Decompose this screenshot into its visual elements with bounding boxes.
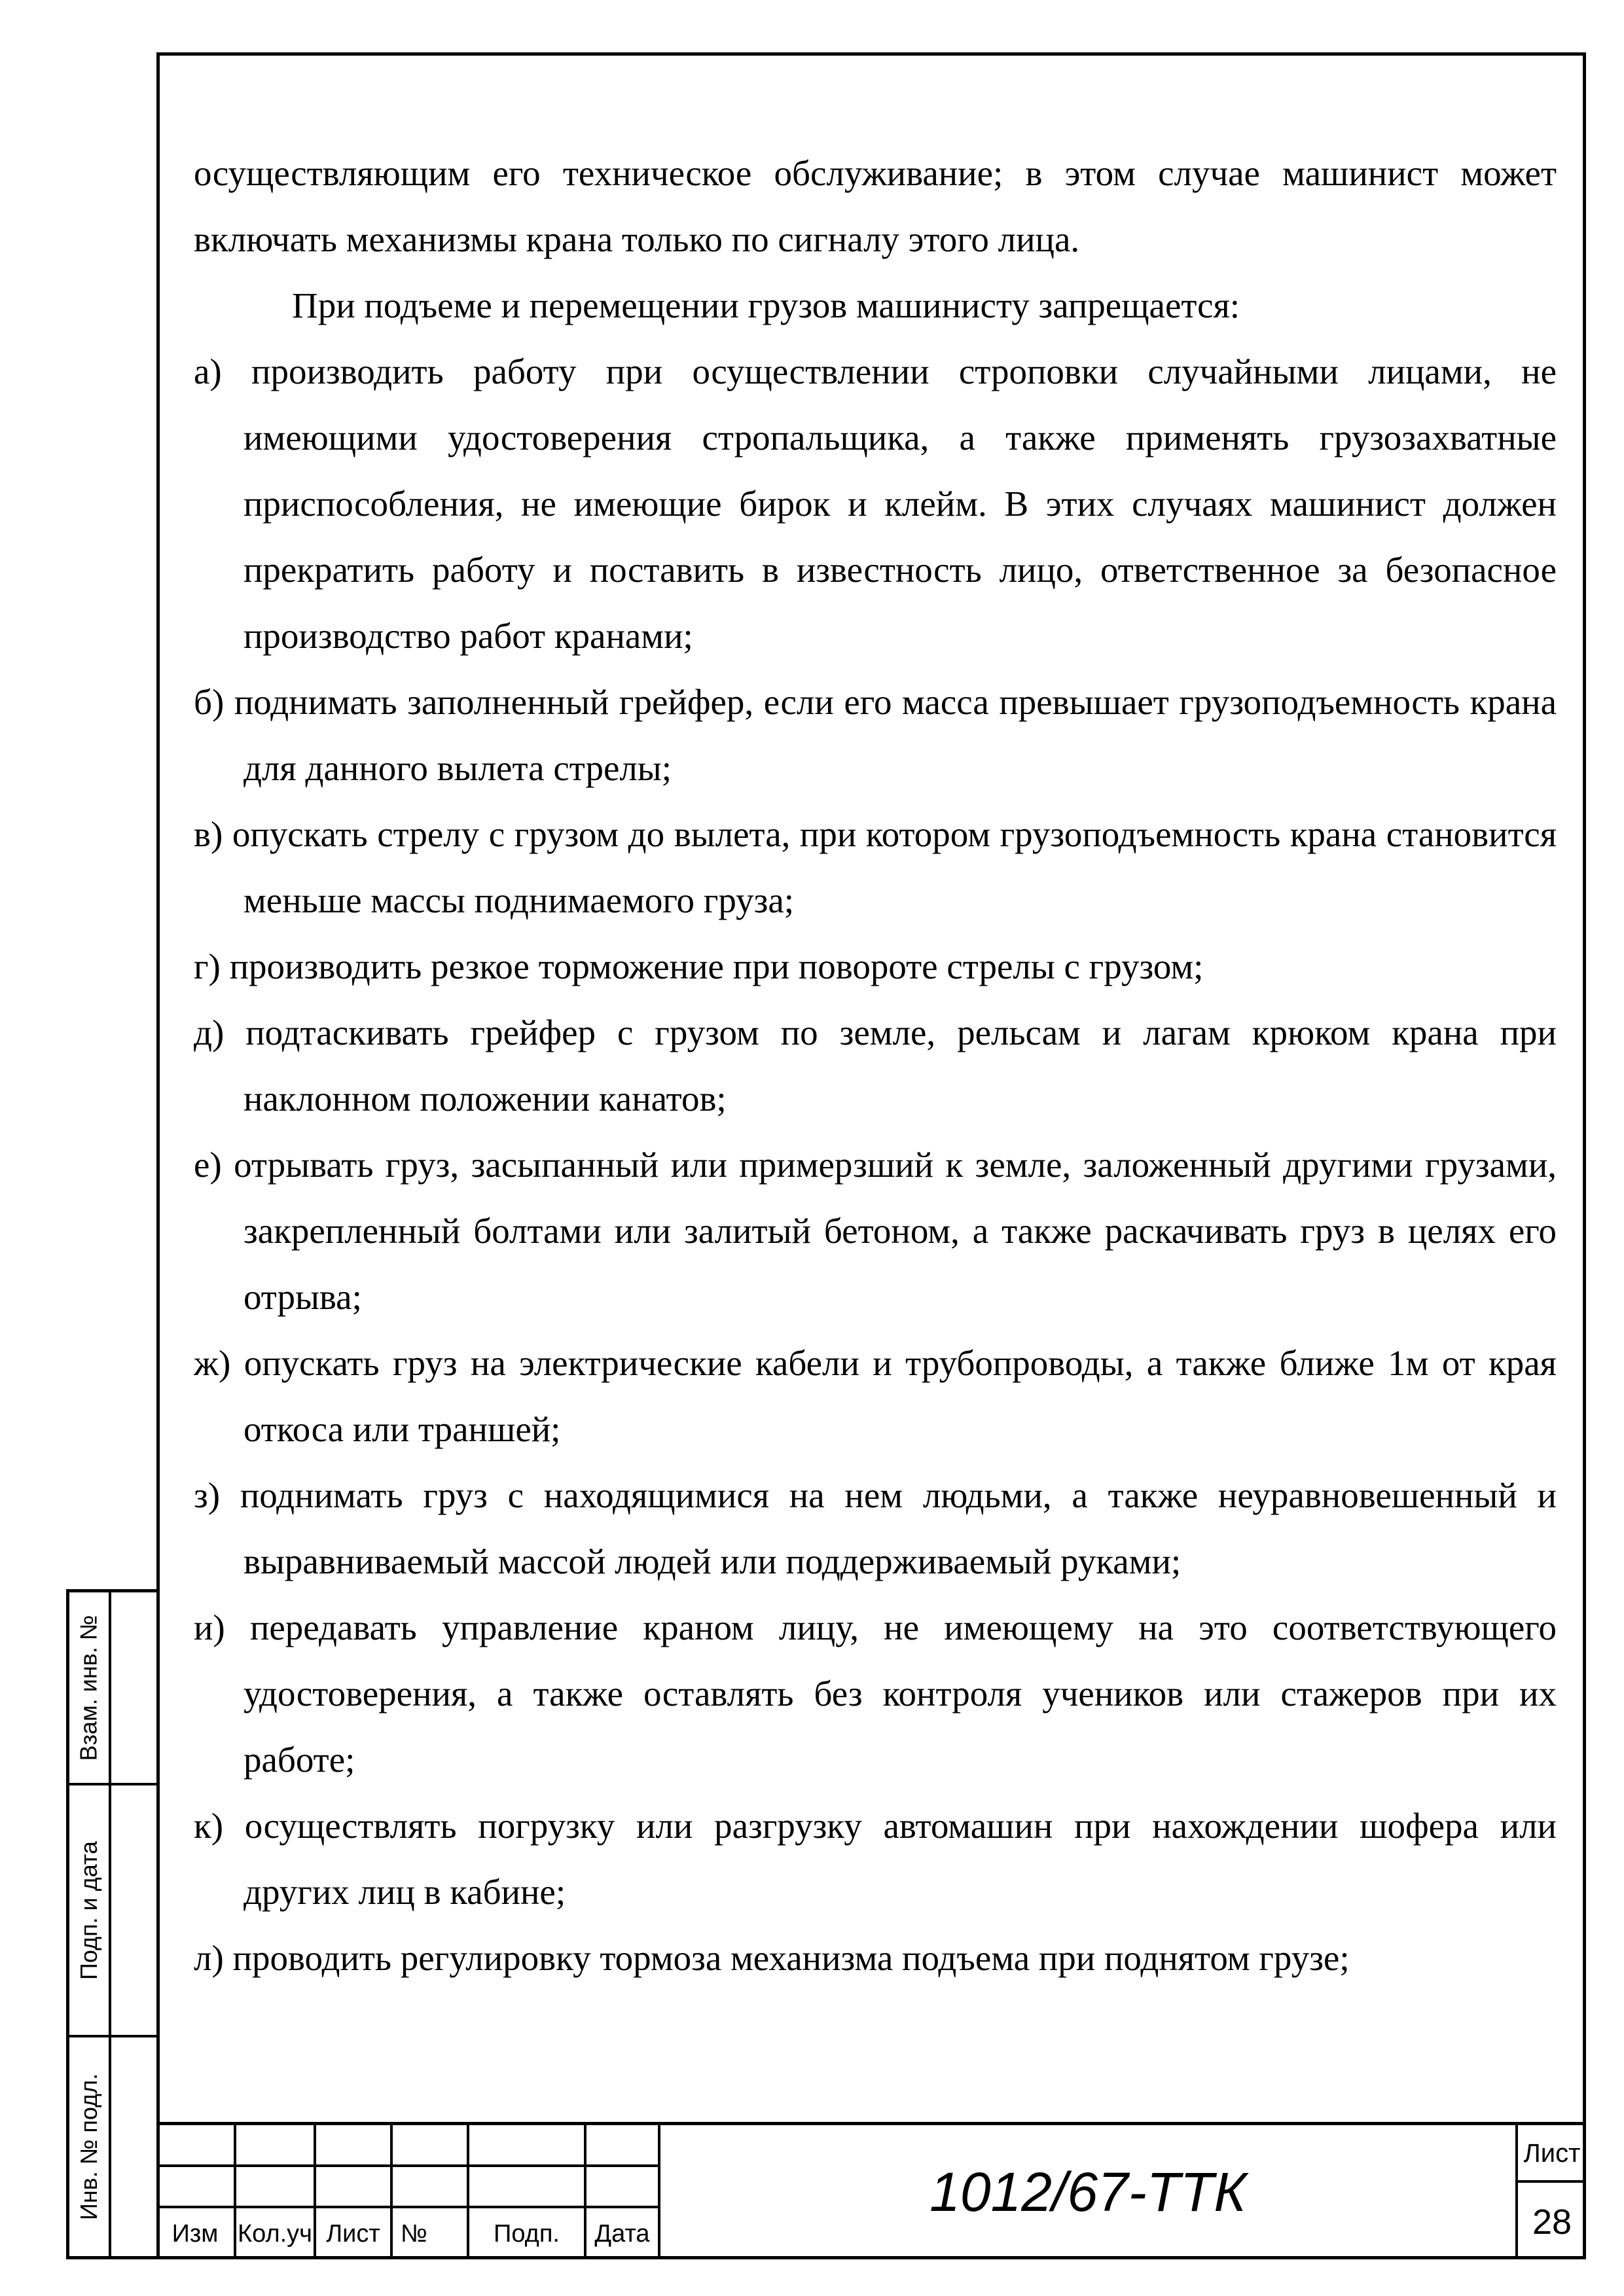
list-item-d: д) подтаскивать грейфер с грузом по земле, рельсам и лагам крюком крана при наклонном положении канатов;	[194, 1013, 1557, 1119]
column-list: Лист	[326, 2219, 380, 2248]
side-stamp-column-divider	[109, 1592, 111, 2256]
column-number: №	[401, 2219, 427, 2248]
document-code: 1012/67-ТТК	[929, 2161, 1246, 2223]
side-label-podp-data: Подп. и дата	[75, 1840, 102, 1980]
list-item-k: к) осуществлять погрузку или разгрузку автомашин при нахождении шофера или других лиц в кабине;	[194, 1806, 1557, 1912]
paragraph-continuation: осуществляющим его техническое обслуживание; в этом случае машинист может включать механизмы крана только по сигналу этого лица.	[194, 153, 1557, 259]
title-block	[156, 2122, 1586, 2259]
paragraph-intro: При подъеме и перемещении грузов машинисту запрещается:	[292, 285, 1240, 325]
column-podp: Подп.	[494, 2219, 560, 2248]
list-item-l: л) проводить регулировку тормоза механизма подъема при поднятом грузе;	[194, 1938, 1350, 1978]
title-block-row-line	[1515, 2180, 1586, 2183]
title-block-row-line	[156, 2164, 660, 2167]
document-body	[194, 140, 1557, 1991]
side-stamp-cell-inv-podl	[69, 2037, 109, 2256]
list-item-v: в) опускать стрелу с грузом до вылета, при котором грузоподъемность крана становится меньше массы поднимаемого груза;	[194, 814, 1557, 920]
column-kol-uch: Кол.уч	[238, 2219, 312, 2248]
side-stamp	[66, 1589, 156, 2259]
list-item-z: з) поднимать груз с находящимися на нем людьми, а также неуравновешенный и выравниваемый массой людей или поддерживаемый руками;	[194, 1475, 1557, 1581]
side-stamp-cell-podp-data	[69, 1785, 109, 2035]
sheet-number: 28	[1532, 2202, 1572, 2242]
side-label-inv-podl: Инв. № подл.	[75, 2073, 102, 2221]
list-item-zh: ж) опускать груз на электрические кабели и трубопроводы, а также ближе 1м от края откоса или траншей;	[194, 1343, 1557, 1449]
list-item-b: б) поднимать заполненный грейфер, если его масса превышает грузоподъемность крана для данного вылета стрелы;	[194, 682, 1557, 788]
list-item-e: е) отрывать груз, засыпанный или примерзший к земле, заложенный другими грузами, закрепленный болтами или залитый бетоном, а также раскачивать груз в целях его отрыва;	[194, 1145, 1557, 1317]
side-label-vzam-inv: Взам. инв. №	[75, 1614, 102, 1761]
column-izm: Изм	[171, 2219, 219, 2248]
list-item-i: и) передавать управление краном лицу, не имеющему на это соответствующего удостоверения, а также оставлять без контроля учеников или стажеров при их работе;	[194, 1607, 1557, 1780]
list-item-g: г) производить резкое торможение при повороте стрелы с грузом;	[194, 946, 1204, 986]
column-data: Дата	[594, 2219, 650, 2248]
sheet-label: Лист	[1523, 2138, 1581, 2168]
side-stamp-cell-vzam-inv	[69, 1592, 109, 1783]
list-item-a: а) производить работу при осуществлении строповки случайными лицами, не имеющими удостоверения стропальщика, а также применять грузозахватные приспособления, не имеющие бирок и клейм. В этих случаях машинист должен прекратить работу и поставить в известность лицо, ответственное за безопасное производство работ кранами;	[194, 351, 1557, 656]
